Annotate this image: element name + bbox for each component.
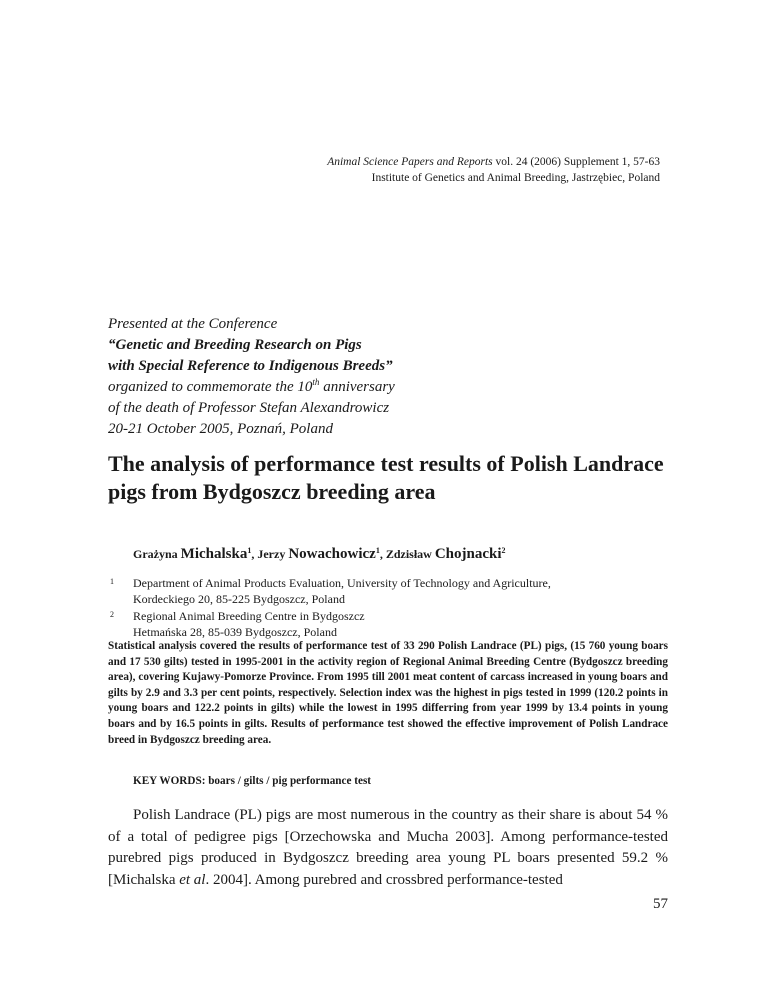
journal-volume: vol. 24 (2006) Supplement 1, 57-63: [492, 156, 660, 168]
author-surname: Nowachowicz: [288, 546, 376, 562]
page-number: 57: [653, 896, 668, 912]
keywords: KEY WORDS: boars / gilts / pig performance test: [133, 775, 372, 787]
author-separator: ,: [251, 547, 258, 561]
author-given-name: Grażyna: [133, 547, 178, 561]
journal-citation: [0, 154, 660, 170]
author-affiliation-mark: 1: [247, 546, 252, 555]
author-surname: Chojnacki: [434, 546, 502, 562]
affiliation-line-1: Regional Animal Breeding Centre in Bydgoszcz: [133, 609, 365, 623]
affiliation-mark: 1: [110, 577, 114, 586]
conference-line-4: [108, 377, 668, 398]
author-list: [133, 545, 673, 563]
conference-line-5: of the death of Professor Stefan Alexandrowicz: [108, 400, 390, 416]
affiliation-mark: 2: [110, 610, 114, 619]
conference-title-line-1: “Genetic and Breeding Research on Pigs: [108, 337, 362, 353]
author-2: [257, 547, 385, 561]
body-paragraph: [108, 805, 668, 891]
author-1: [133, 547, 257, 561]
author-surname: Michalska: [180, 546, 248, 562]
conference-note: [108, 314, 668, 440]
conference-date-place: 20-21 October 2005, Poznań, Poland: [108, 421, 333, 437]
author-given-name: Jerzy: [257, 547, 286, 561]
author-separator: ,: [379, 547, 386, 561]
affiliation-line-2: Hetmańska 28, 85-039 Bydgoszcz, Poland: [133, 625, 337, 639]
conference-line-4-post: anniversary: [319, 379, 395, 395]
author-given-name: Zdzisław: [385, 547, 432, 561]
body-text-part-2: . 2004]. Among purebred and crossbred performance-tested: [205, 871, 563, 888]
body-text-et-al: et al: [179, 871, 206, 888]
journal-name: Animal Science Papers and Reports: [327, 156, 493, 168]
publisher-institute: Institute of Genetics and Animal Breeding, Jastrzębiec, Poland: [371, 172, 660, 184]
author-3: [386, 547, 506, 561]
abstract: Statistical analysis covered the results of performance test of 33 290 Polish Landrace (PL) pigs, (15 760 young boars and 17 530 gilts) tested in 1995-2001 in the activity region of Regional Animal Breeding Centre (Bydgoszcz breeding area), covering Kujawy-Pomorze Province. From 1995 till 2001 meat content of carcass increased in young boars and gilts by 2.9 and 3.3 per cent points, respectively. Selection index was the highest in pigs tested in 1999 (120.2 points in young boars and 122.2 points in gilts) while the lowest in 1995 differring from year 1999 by 13.4 points in young boars and by 16.5 points in gilts. Results of performance test showed the effective improvement of Polish Landrace breed in Bydgoszcz breeding area.: [108, 640, 668, 746]
affiliation-2: [110, 608, 670, 640]
journal-header: [0, 154, 660, 186]
author-affiliation-mark: 1: [375, 546, 380, 555]
affiliation-line-1: Department of Animal Products Evaluation, University of Technology and Agriculture,: [133, 576, 551, 590]
paper-title: The analysis of performance test results of Polish Landrace pigs from Bydgoszcz breeding area: [108, 451, 664, 504]
affiliation-line-2: Kordeckiego 20, 85-225 Bydgoszcz, Poland: [133, 592, 345, 606]
conference-title-line-2: with Special Reference to Indigenous Breeds”: [108, 358, 393, 374]
affiliation-1: [110, 575, 670, 607]
author-affiliation-mark: 2: [501, 546, 506, 555]
conference-line-1: Presented at the Conference: [108, 316, 278, 332]
conference-line-4-sup: th: [312, 377, 320, 387]
conference-line-4-pre: organized to commemorate the 10: [108, 379, 313, 395]
body-text-part-1: Polish Landrace (PL) pigs are most numerous in the country as their share is about 54 % of a total of pedigree pigs [Orzechowska and Mucha 2003]. Among performance-tested purebred pigs produced in Bydgoszcz breeding area young PL boars presented 59.2 % [Michalska: [108, 807, 668, 888]
